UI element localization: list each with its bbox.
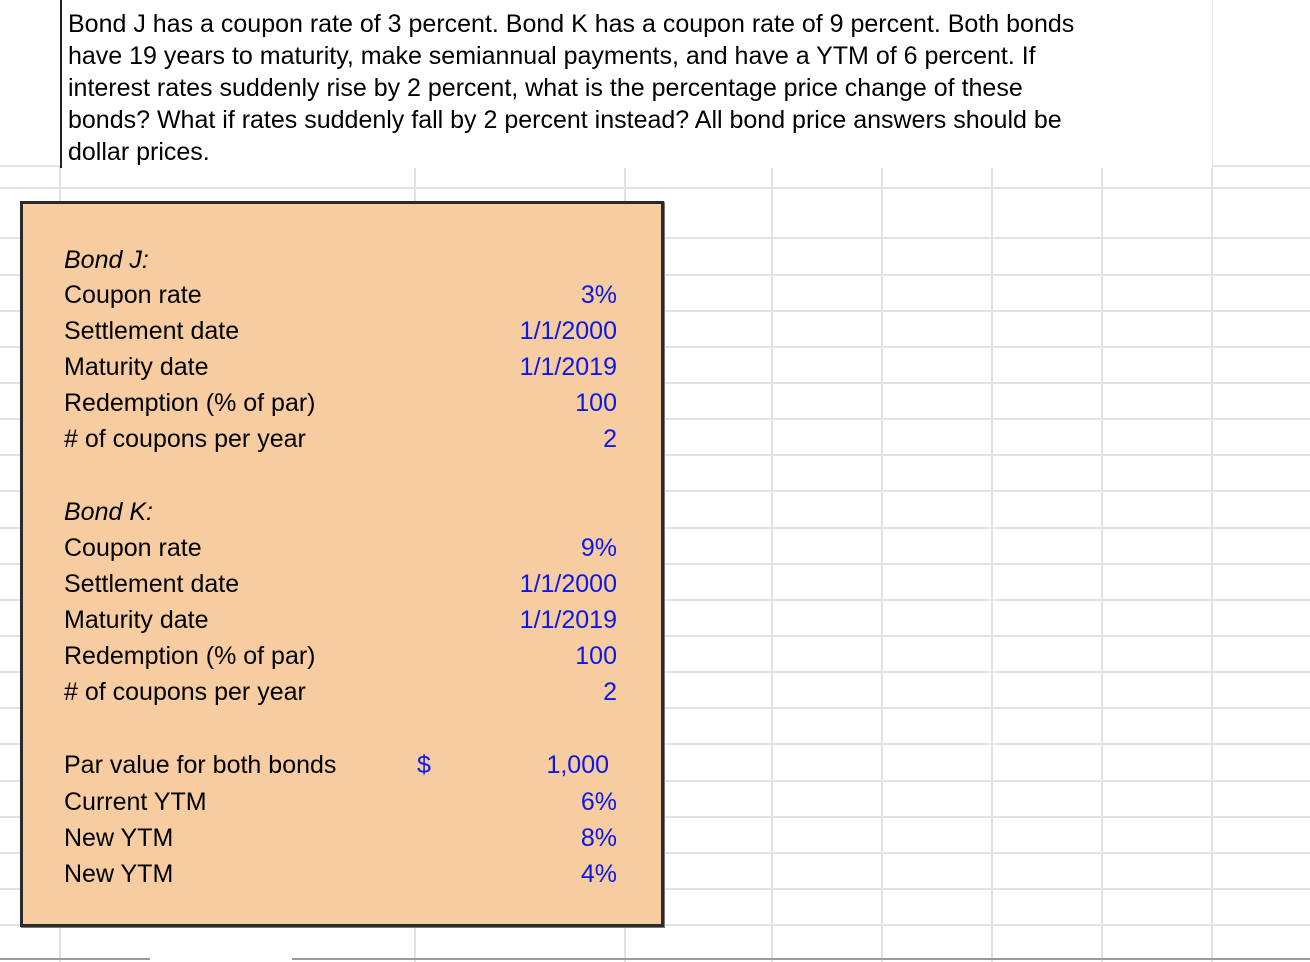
bond-k-coupons-value[interactable]: 2: [603, 678, 617, 706]
bond-k-maturity-value[interactable]: 1/1/2019: [519, 606, 617, 634]
bond-k-redemption-label: Redemption (% of par): [64, 642, 316, 670]
par-value-label: Par value for both bonds: [64, 751, 337, 779]
bond-k-maturity-row[interactable]: [23, 602, 661, 638]
par-value-row[interactable]: [23, 747, 661, 783]
bond-k-settlement-value[interactable]: 1/1/2000: [519, 570, 617, 598]
bottom-border-right: [292, 958, 1310, 960]
new-ytm-up-value[interactable]: 8%: [580, 824, 617, 852]
bond-k-header-row: [23, 494, 661, 530]
bond-j-settlement-value[interactable]: 1/1/2000: [519, 317, 617, 345]
bond-k-redemption-value[interactable]: 100: [575, 642, 617, 670]
bond-j-redemption-row[interactable]: [23, 385, 661, 421]
bond-j-header: Bond J:: [64, 246, 149, 274]
bond-k-coupon-value[interactable]: 9%: [580, 534, 617, 562]
bond-j-settlement-label: Settlement date: [64, 317, 240, 345]
bond-j-maturity-label: Maturity date: [64, 353, 209, 381]
bond-j-maturity-value[interactable]: 1/1/2019: [519, 353, 617, 381]
new-ytm-up-label: New YTM: [64, 824, 174, 852]
bond-j-settlement-row[interactable]: [23, 313, 661, 349]
bottom-border-left: [0, 958, 150, 960]
bond-j-coupons-label: # of coupons per year: [64, 425, 306, 453]
new-ytm-up-row[interactable]: [23, 820, 661, 856]
bond-j-header-row: [23, 242, 661, 278]
bond-k-coupons-label: # of coupons per year: [64, 678, 306, 706]
new-ytm-down-value[interactable]: 4%: [580, 860, 617, 888]
bond-k-coupon-label: Coupon rate: [64, 534, 202, 562]
new-ytm-down-row[interactable]: [23, 856, 661, 892]
bond-j-coupons-row[interactable]: [23, 421, 661, 457]
bond-j-redemption-value[interactable]: 100: [575, 389, 617, 417]
bond-k-coupon-row[interactable]: [23, 530, 661, 566]
bond-j-coupon-value[interactable]: 3%: [580, 281, 617, 309]
current-ytm-value[interactable]: 6%: [580, 788, 617, 816]
input-section: [20, 201, 664, 927]
problem-statement: Bond J has a coupon rate of 3 percent. Bond K has a coupon rate of 9 percent. Both bonds have 19 years to maturity, make semiannual payments, and have a YTM of 6 percent. If interest rates suddenly rise by 2 percent, what is the percentage price change of these bonds? What if rates suddenly fall by 2 percent instead? All bond price answers should be dollar prices.: [60, 0, 1212, 168]
new-ytm-down-label: New YTM: [64, 860, 174, 888]
bond-k-settlement-row[interactable]: [23, 566, 661, 602]
par-value[interactable]: 1,000: [546, 751, 609, 779]
bond-j-coupons-value[interactable]: 2: [603, 425, 617, 453]
current-ytm-label: Current YTM: [64, 788, 207, 816]
bond-k-settlement-label: Settlement date: [64, 570, 240, 598]
bond-j-coupon-label: Coupon rate: [64, 281, 202, 309]
bond-j-redemption-label: Redemption (% of par): [64, 389, 316, 417]
bond-k-maturity-label: Maturity date: [64, 606, 209, 634]
bond-j-coupon-row[interactable]: [23, 277, 661, 313]
bond-j-maturity-row[interactable]: [23, 349, 661, 385]
bond-k-coupons-row[interactable]: [23, 674, 661, 710]
bond-k-header: Bond K:: [64, 498, 153, 526]
bond-k-redemption-row[interactable]: [23, 638, 661, 674]
current-ytm-row[interactable]: [23, 784, 661, 820]
par-currency-symbol: $: [417, 751, 431, 779]
